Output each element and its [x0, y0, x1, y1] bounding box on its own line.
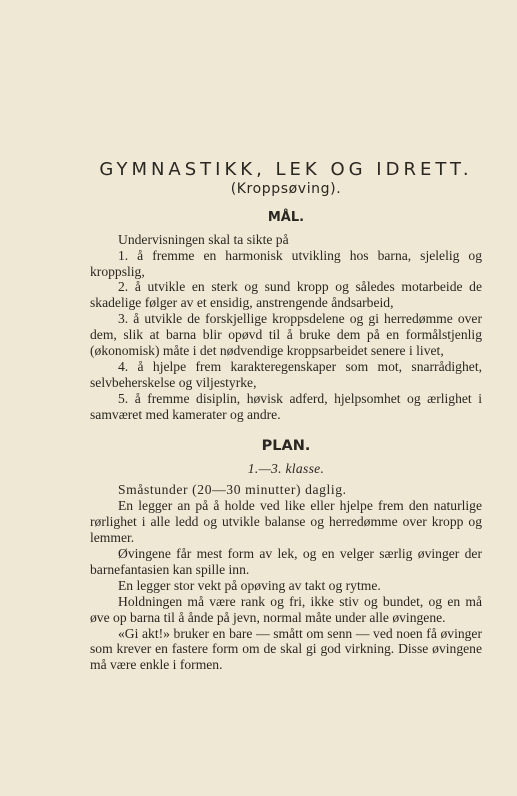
mal-item-5: 5. å fremme disiplin, høvisk adferd, hjelpsomhet og ærlighet i samværet med kamerater og andre.	[90, 390, 482, 422]
plan-heading: PLAN.	[261, 437, 311, 454]
plan-paragraph-1: Småstunder (20—30 minutter) daglig.	[118, 482, 347, 498]
plan-paragraph-3: Øvingene får mest form av lek, og en velger særlig øvinger der barnefantasien kan spille inn.	[90, 546, 482, 577]
page-subtitle: (Kroppsøving).	[230, 180, 342, 197]
mal-heading: MÅL.	[267, 209, 305, 225]
mal-item-1: 1. å fremme en harmonisk utvikling hos barna, sjelelig og kroppslig,	[90, 247, 482, 279]
mal-item-3: 3. å utvikle de forskjellige kroppsdelene og gi herredømme over dem, slik at barna blir opøvd til å bruke dem på en formålstjenlig (økonomisk) måte i det nødvendige kroppsarbeidet senere i livet,	[90, 311, 482, 359]
page-content	[90, 159, 482, 673]
plan-paragraph-2: En legger an på å holde ved like eller hjelpe frem den naturlige rørlighet i alle ledd og utvikle balanse og herredømme over kropp og lemmer.	[90, 498, 482, 546]
plan-paragraph-6: «Gi akt!» bruker en bare — smått om senn — ved noen få øvinger som krever en fastere form om de skal gi god virkning. Disse øvingene må være enkle i formen.	[90, 625, 482, 673]
mal-item-2: 2. å utvikle en sterk og sund kropp og således motarbeide de skadelige følger av et ensidig, anstrengende åndsarbeid,	[90, 279, 482, 311]
page-title: GYMNASTIKK, LEK OG IDRETT.	[99, 159, 473, 180]
plan-subheading: 1.—3. klasse.	[247, 460, 325, 476]
plan-paragraph-4: En legger stor vekt på opøving av takt og rytme.	[118, 577, 381, 593]
mal-item-4: 4. å hjelpe frem karakteregenskaper som mot, snarrådighet, selvbeherskelse og viljestyrke,	[90, 358, 482, 390]
mal-intro: Undervisningen skal ta sikte på	[118, 231, 289, 247]
plan-section	[90, 439, 482, 674]
mal-section	[90, 210, 482, 423]
plan-paragraph-5: Holdningen må være rank og fri, ikke stiv og bundet, og en må øve op barna til å ånde på jevn, normal måte under alle øvingene.	[90, 593, 482, 625]
